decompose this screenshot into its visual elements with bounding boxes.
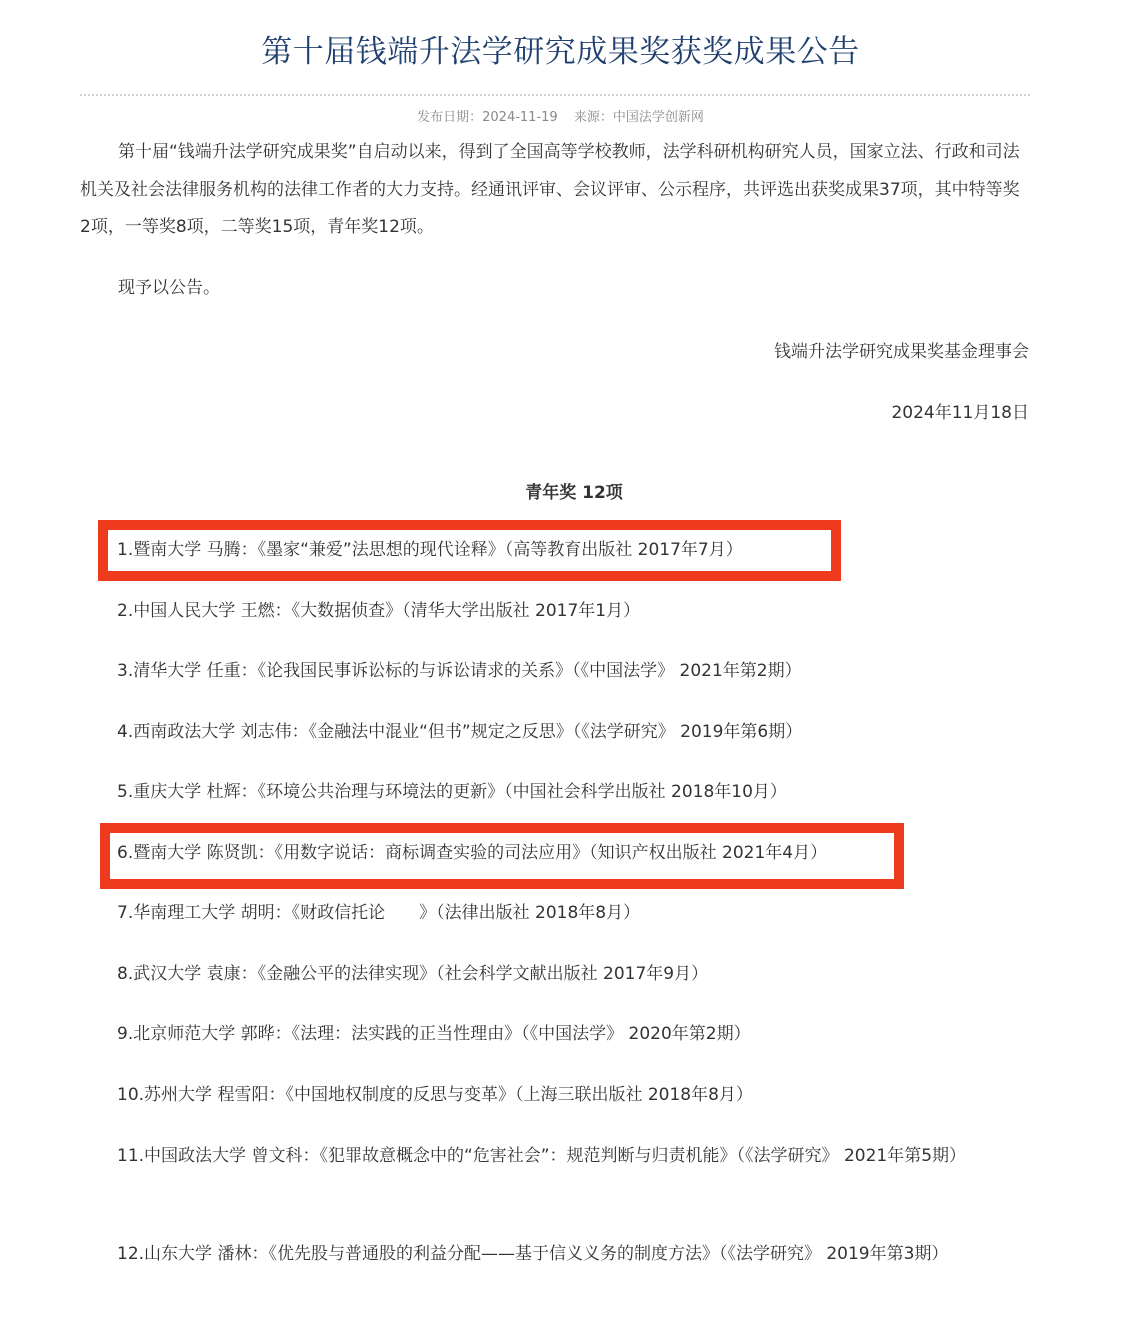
award-item: 4.西南政法大学 刘志伟：《金融法中混业“但书”规定之反思》（《法学研究》 2019年第6期） [117,722,803,742]
award-item: 1.暨南大学 马腾：《墨家“兼爱”法思想的现代诠释》（高等教育出版社 2017年7月） [117,540,743,560]
publish-date: 发布日期：2024-11-19 [417,110,558,125]
award-item: 12.山东大学 潘林：《优先股与普通股的利益分配——基于信义义务的制度方法》（《法学研究》 2019年第3期） [117,1244,949,1264]
award-item: 9.北京师范大学 郭晔：《法理：法实践的正当性理由》（《中国法学》 2020年第2期） [117,1024,751,1044]
title-divider [80,94,1030,96]
award-item: 6.暨南大学 陈贤凯：《用数字说话：商标调查实验的司法应用》（知识产权出版社 2021年4月） [117,843,828,863]
award-item: 3.清华大学 任重：《论我国民事诉讼标的与诉讼请求的关系》（《中国法学》 2021年第2期） [117,661,802,681]
award-item: 10.苏州大学 程雪阳：《中国地权制度的反思与变革》（上海三联出版社 2018年8月） [117,1085,753,1105]
intro-paragraph: 第十届“钱端升法学研究成果奖”自启动以来，得到了全国高等学校教师，法学科研机构研究人员，国家立法、行政和司法机关及社会法律服务机构的法律工作者的大力支持。经通讯评审、会议评审、公示程序，共评选出获奖成果37项，其中特等奖2项，一等奖8项，二等奖15项，青年奖12项。 [80,142,1020,237]
section-title: 青年奖 12项 [525,483,623,503]
page-title: 第十届钱端升法学研究成果奖获奖成果公告 [261,34,860,70]
award-item: 5.重庆大学 杜辉：《环境公共治理与环境法的更新》（中国社会科学出版社 2018年10月） [117,782,787,802]
highlight-box-item-1 [98,520,841,581]
announce-paragraph: 现予以公告。 [118,278,220,298]
source: 来源：中国法学创新网 [573,110,704,125]
award-item: 7.华南理工大学 胡明：《财政信托论 》（法律出版社 2018年8月） [117,903,641,923]
award-item: 11.中国政法大学 曾文科：《犯罪故意概念中的“危害社会”：规范判断与归责机能》（《法学研究》 2021年第5期） [117,1146,967,1166]
article-meta [0,106,1121,125]
award-item: 2.中国人民大学 王燃：《大数据侦查》（清华大学出版社 2017年1月） [117,601,641,621]
highlight-box-item-6 [100,823,904,889]
award-item: 8.武汉大学 袁康：《金融公平的法律实现》（社会科学文献出版社 2017年9月） [117,964,709,984]
signature-date: 2024年11月18日 [891,403,1029,423]
signature-org: 钱端升法学研究成果奖基金理事会 [774,342,1029,362]
